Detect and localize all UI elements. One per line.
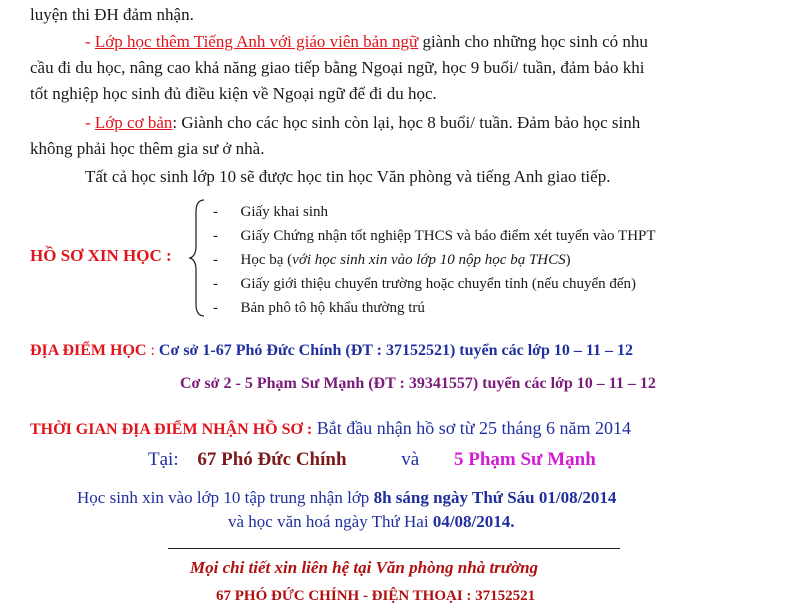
footer-address: 67 PHÓ ĐỨC CHÍNH - ĐIỆN THOẠI : 37152521 [216,588,536,604]
place-5-pham-su-manh: 5 Phạm Sư Mạnh [453,449,596,470]
document-item: - Học bạ (với học sinh xin vào lớp 10 nộp học bạ THCS) [213,252,571,268]
basic-class-link: Lớp cơ bản [94,113,173,132]
report-line-1: Học sinh xin vào lớp 10 tập trung nhận lớp 8h sáng ngày Thứ Sáu 01/08/2014 [77,488,617,507]
document-item: - Giấy giới thiệu chuyển trường hoặc chuyển tỉnh (nếu chuyển đến) [213,276,637,292]
english-class-link: Lớp học thêm Tiếng Anh với giáo viên bản ngữ [94,32,419,51]
contact-note: Mọi chi tiết xin liên hệ tại Văn phòng nhà trường [190,558,539,577]
english-class-paragraph: - Lớp học thêm Tiếng Anh với giáo viên bản ngữ giành cho những học sinh có nhu cầu đi du học, nâng cao khả năng giao tiếp bằng Ngoại ngữ, học 9 buổi/ tuần, đảm bảo khi tốt nghiệp học sinh đủ điều kiện về Ngoại ngữ để đi du học. [30,32,648,103]
divider [168,548,620,549]
document-item: - Bản phô tô hộ khẩu thường trú [213,300,425,316]
application-time: THỜI GIAN ĐỊA ĐIỂM NHẬN HỒ SƠ : Bắt đầu nhận hồ sơ từ 25 tháng 6 năm 2014 [30,418,631,438]
brace-icon [188,198,208,318]
intro-line: luyện thi ĐH đảm nhận. [30,5,194,24]
location-campus-2: Cơ sở 2 - 5 Phạm Sư Mạnh (ĐT : 39341557) tuyển các lớp 10 – 11 – 12 [180,375,656,392]
documents-list [213,200,656,320]
documents-heading: HỒ SƠ XIN HỌC : [30,246,172,265]
report-line-2: và học văn hoá ngày Thứ Hai 04/08/2014. [228,512,515,531]
application-places: Tại: 67 Phó Đức Chính và 5 Phạm Sư Mạnh [148,449,596,470]
all-students-note: Tất cả học sinh lớp 10 sẽ được học tin học Văn phòng và tiếng Anh giao tiếp. [85,167,611,186]
document-item: - Giấy Chứng nhận tốt nghiệp THCS và báo điểm xét tuyển vào THPT [213,228,656,244]
application-heading: THỜI GIAN ĐỊA ĐIỂM NHẬN HỒ SƠ : [30,421,313,438]
place-67-pho-duc-chinh: 67 Phó Đức Chính [197,449,347,470]
document-item: - Giấy khai sinh [213,204,328,220]
location-campus-1: ĐỊA ĐIỂM HỌC : Cơ sở 1-67 Phó Đức Chính (ĐT : 37152521) tuyển các lớp 10 – 11 – 12 [30,342,634,359]
basic-class-paragraph: - Lớp cơ bản: Giành cho các học sinh còn lại, học 8 buổi/ tuần. Đảm bảo học sinh không phải học thêm gia sư ở nhà. [30,113,641,158]
locations-heading: ĐỊA ĐIỂM HỌC [30,342,147,359]
